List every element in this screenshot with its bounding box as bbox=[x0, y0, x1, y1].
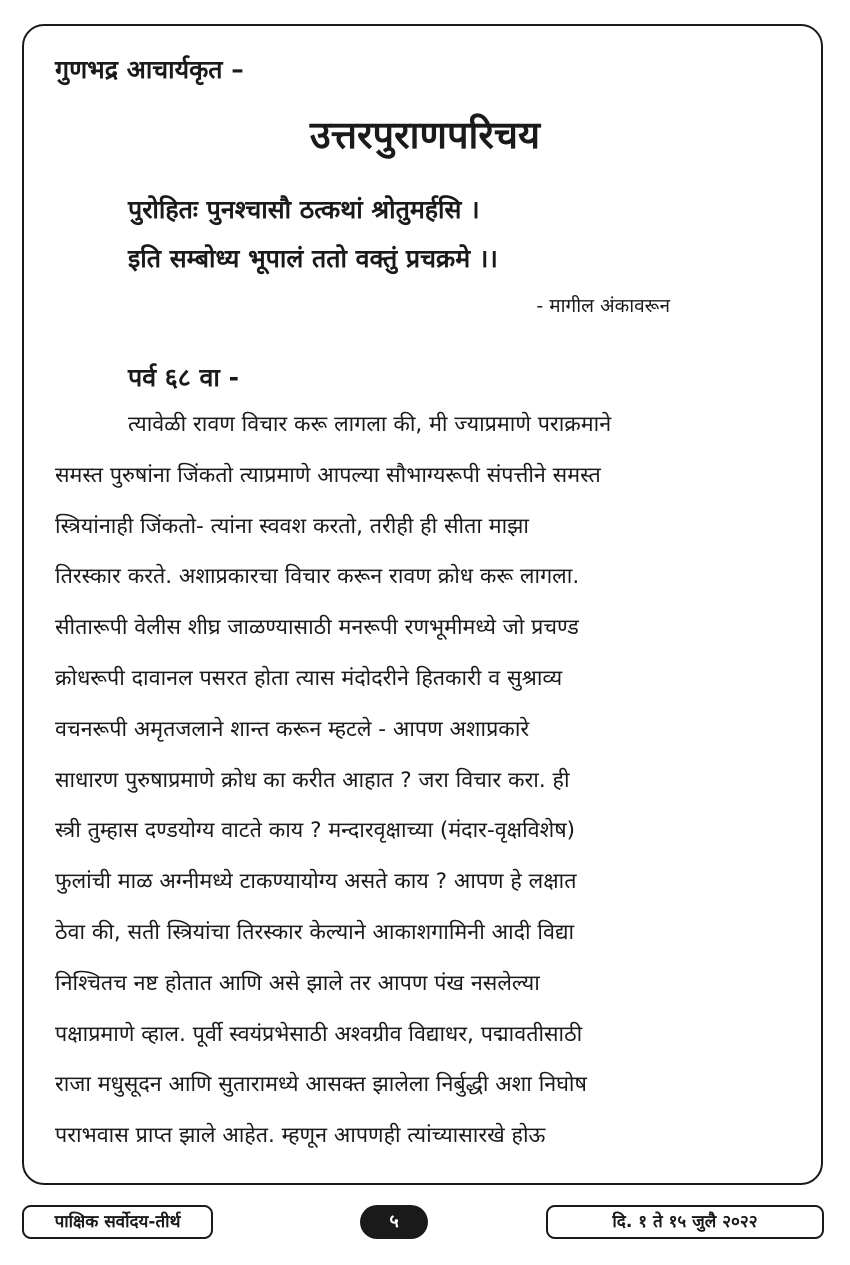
body-line: ठेवा की, सती स्त्रियांचा तिरस्कार केल्याने आकाशगामिनी आदी विद्या bbox=[55, 919, 575, 945]
body-line: पराभवास प्राप्त झाले आहेत. म्हणून आपणही त्यांच्यासारखे होऊ bbox=[55, 1123, 546, 1149]
article-title: उत्तरपुराणपरिचय bbox=[309, 113, 541, 157]
continuation-note: - मागील अंकावरून bbox=[536, 295, 670, 317]
issue-date-badge: दि. १ ते १५ जुलै २०२२ bbox=[546, 1205, 824, 1239]
author-heading: गुणभद्र आचार्यकृत – bbox=[55, 55, 244, 84]
body-line: क्रोधरूपी दावानल पसरत होता त्यास मंदोदरीने हितकारी व सुश्राव्य bbox=[55, 665, 563, 691]
body-line: राजा मधुसूदन आणि सुतारामध्ये आसक्त झालेला निर्बुद्धी अशा निघोष bbox=[55, 1072, 587, 1098]
body-line: स्त्रियांनाही जिंकतो- त्यांना स्ववश करतो, तरीही ही सीता माझा bbox=[55, 513, 530, 539]
page-number-badge: ५ bbox=[360, 1205, 428, 1239]
body-line: त्यावेळी रावण विचार करू लागला की, मी ज्याप्रमाणे पराक्रमाने bbox=[128, 412, 612, 437]
verse-line-1: पुरोहितः पुनश्चासौ ठत्कथां श्रोतुमर्हसि । bbox=[128, 195, 480, 224]
body-line: तिरस्कार करते. अशाप्रकारचा विचार करून रावण क्रोध करू लागला. bbox=[55, 564, 580, 590]
body-line: पक्षाप्रमाणे व्हाल. पूर्वी स्वयंप्रभेसाठी अश्वग्रीव विद्याधर, पद्मावतीसाठी bbox=[55, 1021, 583, 1047]
body-line: समस्त पुरुषांना जिंकतो त्याप्रमाणे आपल्या सौभाग्यरूपी संपत्तीने समस्त bbox=[55, 462, 601, 488]
body-line: स्त्री तुम्हास दण्डयोग्य वाटते काय ? मन्दारवृक्षाच्या (मंदार-वृक्षविशेष) bbox=[55, 818, 576, 844]
body-line: साधारण पुरुषाप्रमाणे क्रोध का करीत आहात ? जरा विचार करा. ही bbox=[55, 767, 570, 793]
body-line: निश्चितच नष्ट होतात आणि असे झाले तर आपण पंख नसलेल्या bbox=[55, 970, 540, 996]
body-line: सीतारूपी वेलीस शीघ्र जाळण्यासाठी मनरूपी रणभूमीमध्ये जो प्रचण्ड bbox=[55, 615, 579, 641]
body-line: वचनरूपी अमृतजलाने शान्त करून म्हटले - आपण अशाप्रकारे bbox=[55, 716, 530, 742]
body-paragraph bbox=[55, 404, 795, 1166]
verse-line-2: इति सम्बोध्य भूपालं ततो वक्तुं प्रचक्रमे ।। bbox=[128, 244, 498, 273]
publication-name-badge: पाक्षिक सर्वोदय-तीर्थ bbox=[22, 1205, 213, 1239]
body-line: फुलांची माळ अग्नीमध्ये टाकण्यायोग्य असते काय ? आपण हे लक्षात bbox=[55, 869, 577, 895]
section-heading: पर्व ६८ वा - bbox=[128, 363, 239, 392]
